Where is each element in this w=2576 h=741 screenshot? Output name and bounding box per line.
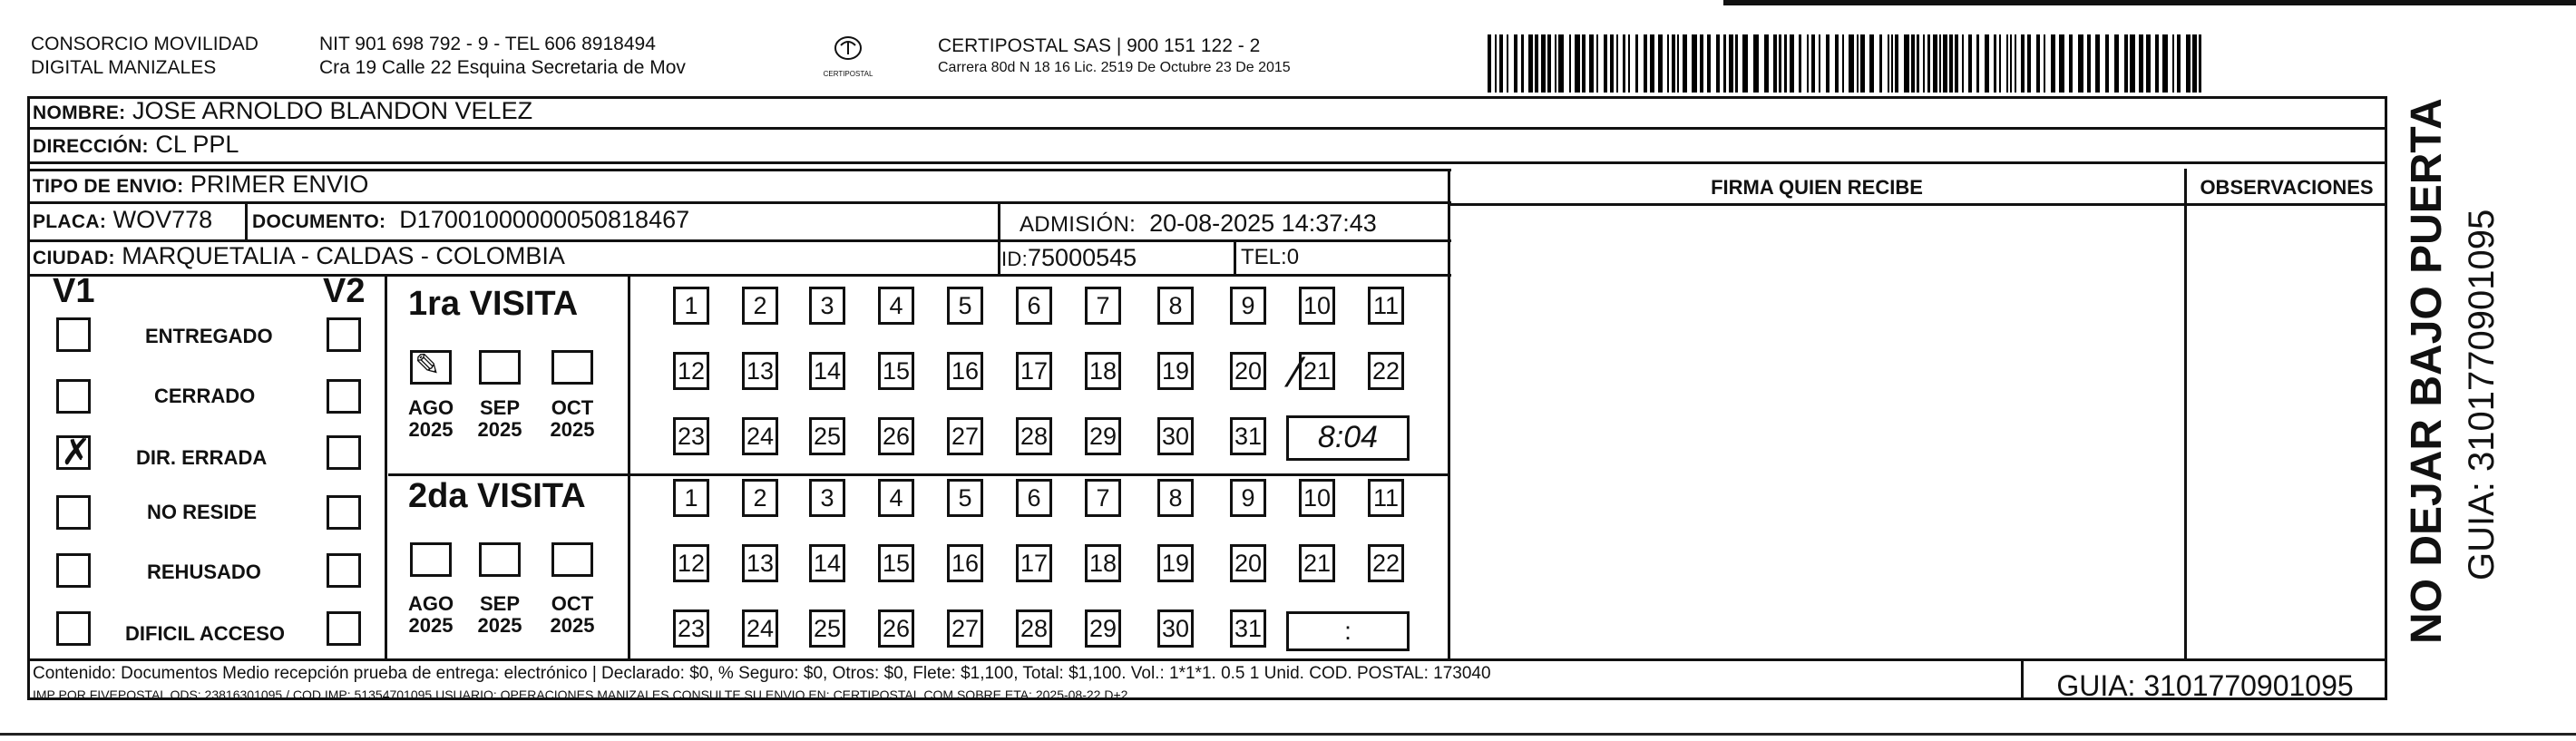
v2-dir-errada-checkbox[interactable] — [327, 435, 361, 470]
check-mark-icon: ✎ — [415, 347, 441, 384]
visit1-day-7[interactable]: 7 — [1085, 287, 1121, 325]
barcode-bar — [2059, 34, 2064, 93]
visit2-day-12[interactable]: 12 — [673, 544, 709, 582]
barcode-bar — [1495, 34, 1497, 93]
visit1-day-15[interactable]: 15 — [878, 352, 914, 390]
nombre-field: NOMBRE: JOSE ARNOLDO BLANDON VELEZ — [33, 97, 533, 124]
status-label-rehusado: REHUSADO — [147, 561, 261, 583]
barcode-bar — [1596, 34, 1598, 93]
barcode-bar — [1528, 34, 1533, 93]
visit2-label-sep: SEP 2025 — [477, 592, 522, 637]
barcode-bar — [2095, 34, 2100, 93]
visit1-day-5[interactable]: 5 — [947, 287, 983, 325]
footer-guia: GUIA: 3101770901095 — [2056, 669, 2354, 702]
visit2-day-29[interactable]: 29 — [1085, 609, 1121, 648]
barcode-bar — [2036, 34, 2040, 93]
barcode-bar — [2051, 34, 2055, 93]
visit2-day-5[interactable]: 5 — [947, 479, 983, 517]
visit2-month-ago[interactable] — [410, 542, 452, 577]
barcode-bar — [1773, 34, 1777, 93]
barcode-bar — [1667, 34, 1669, 93]
visit1-day-13[interactable]: 13 — [742, 352, 778, 390]
visit2-day-24[interactable]: 24 — [742, 609, 778, 648]
visit2-day-19[interactable]: 19 — [1157, 544, 1194, 582]
company-name: CONSORCIO MOVILIDAD DIGITAL MANIZALES — [31, 34, 259, 78]
barcode-bar — [2087, 34, 2091, 93]
v1-entregado-checkbox[interactable] — [56, 317, 91, 352]
visit1-day-18[interactable]: 18 — [1085, 352, 1121, 390]
v2-entregado-checkbox[interactable] — [327, 317, 361, 352]
visit1-label-sep: SEP 2025 — [477, 396, 522, 441]
barcode-bar — [1949, 34, 1953, 93]
v2-cerrado-checkbox[interactable] — [327, 379, 361, 414]
courier-info: CERTIPOSTAL SAS | 900 151 122 - 2 Carrera 80d N 18 16 Lic. 2519 De Octubre 23 De 2015 — [938, 35, 1291, 75]
placa-field: PLACA: WOV778 — [33, 206, 213, 233]
visit2-day-23[interactable]: 23 — [673, 609, 709, 648]
visit2-day-9[interactable]: 9 — [1230, 479, 1266, 517]
visit1-day-8[interactable]: 8 — [1157, 287, 1194, 325]
visit1-day-25[interactable]: 25 — [809, 417, 845, 455]
barcode-bar — [1943, 34, 1947, 93]
v2-no-reside-checkbox[interactable] — [327, 495, 361, 530]
barcode-bar — [1933, 34, 1937, 93]
visit1-day-9[interactable]: 9 — [1230, 287, 1266, 325]
barcode-bar — [1819, 34, 1820, 93]
status-label-cerrado: CERRADO — [154, 385, 256, 407]
visit2-day-15[interactable]: 15 — [878, 544, 914, 582]
barcode-bar — [2172, 34, 2174, 93]
barcode-bar — [1962, 34, 1964, 93]
visit2-day-31[interactable]: 31 — [1230, 609, 1266, 648]
visit2-day-28[interactable]: 28 — [1016, 609, 1052, 648]
visit1-day-14[interactable]: 14 — [809, 352, 845, 390]
barcode-bar — [2124, 34, 2128, 93]
visit2-day-2[interactable]: 2 — [742, 479, 778, 517]
barcode-bar — [1623, 34, 1625, 93]
visit1-month-oct[interactable] — [551, 350, 593, 385]
visit2-label-oct: OCT 2025 — [550, 592, 595, 637]
barcode-bar — [1911, 34, 1915, 93]
barcode-bar — [1985, 34, 1989, 93]
barcode-bar — [1895, 34, 1898, 93]
barcode-bar — [1700, 34, 1703, 93]
visit1-month-sep[interactable] — [479, 350, 521, 385]
barcode-bar — [1860, 34, 1865, 93]
v2-header: V2 — [323, 272, 366, 310]
barcode-bar — [2186, 34, 2191, 93]
footer-contenido: Contenido: Documentos Medio recepción prueba de entrega: electrónico | Declarado: $0, % Seguro: $0, Otros: $0, Flete: $1,100, Total: $1,100. Vol.: 1*1*1. 0.5 1 Unid. COD. POSTAL: 173040 — [33, 664, 1491, 683]
v1-dificil-acceso-checkbox[interactable] — [56, 611, 91, 646]
barcode-bar — [1707, 34, 1711, 93]
barcode-bar — [1939, 34, 1941, 93]
visit2-day-8[interactable]: 8 — [1157, 479, 1194, 517]
visit1-day-6[interactable]: 6 — [1016, 287, 1052, 325]
barcode-bar — [1729, 34, 1733, 93]
barcode-bar — [1753, 34, 1759, 93]
visit1-day-17[interactable]: 17 — [1016, 352, 1052, 390]
barcode-bar — [1807, 34, 1809, 93]
barcode-bar — [1604, 34, 1607, 93]
barcode-bar — [1644, 34, 1647, 93]
barcode-bar — [1488, 34, 1491, 93]
barcode-bar — [2010, 34, 2012, 93]
barcode-bar — [1616, 34, 1618, 93]
id-field: ID:75000545 — [1001, 244, 1137, 271]
ciudad-field: CIUDAD: MARQUETALIA - CALDAS - COLOMBIA — [33, 242, 565, 269]
barcode-bar — [1917, 34, 1919, 93]
barcode-bar — [1555, 34, 1556, 93]
barcode-bar — [1826, 34, 1830, 93]
barcode-bar — [1835, 34, 1839, 93]
status-label-dificil-acceso: DIFICIL ACCESO — [125, 622, 286, 645]
barcode-bar — [1716, 34, 1720, 93]
barcode-bar — [1558, 34, 1564, 93]
visit1-day-16[interactable]: 16 — [947, 352, 983, 390]
visit1-title: 1ra VISITA — [408, 285, 579, 323]
certipostal-logo-icon — [830, 34, 866, 65]
visit2-month-sep[interactable] — [479, 542, 521, 577]
barcode-bar — [1999, 34, 2001, 93]
direccion-field: DIRECCIÓN: CL PPL — [33, 131, 239, 158]
barcode-bar — [2015, 34, 2016, 93]
barcode-bar — [1923, 34, 1925, 93]
visit2-day-6[interactable]: 6 — [1016, 479, 1052, 517]
visit2-day-7[interactable]: 7 — [1085, 479, 1121, 517]
visit1-day-29[interactable]: 29 — [1085, 417, 1121, 455]
visit1-day-19[interactable]: 19 — [1157, 352, 1194, 390]
visit1-time-box[interactable]: 8:04 — [1286, 415, 1410, 461]
barcode-bar — [2155, 34, 2159, 93]
tipo-envio-field: TIPO DE ENVIO: PRIMER ENVIO — [33, 171, 369, 198]
visit1-day-2[interactable]: 2 — [742, 287, 778, 325]
barcode-bar — [1779, 34, 1781, 93]
admision-field: ADMISIÓN: 20-08-2025 14:37:43 — [1020, 210, 1377, 237]
day-strike-mark: ⁄ — [1292, 350, 1299, 396]
barcode-bar — [1535, 34, 1538, 93]
visit2-time-box[interactable]: : — [1286, 611, 1410, 651]
observaciones-label: OBSERVACIONES — [2200, 176, 2374, 199]
visit2-day-27[interactable]: 27 — [947, 609, 983, 648]
visit1-day-26[interactable]: 26 — [878, 417, 914, 455]
company-nit: NIT 901 698 792 - 9 - TEL 606 8918494 Cra 19 Calle 22 Esquina Secretaria de Mov — [319, 34, 686, 78]
v2-rehusado-checkbox[interactable] — [327, 553, 361, 588]
barcode-bar — [1849, 34, 1854, 93]
visit2-day-22[interactable]: 22 — [1368, 544, 1404, 582]
barcode-bar — [1904, 34, 1909, 93]
v2-dificil-acceso-checkbox[interactable] — [327, 611, 361, 646]
barcode-bar — [1628, 34, 1630, 93]
visit1-day-28[interactable]: 28 — [1016, 417, 1052, 455]
barcode-bar — [2027, 34, 2031, 93]
barcode-bar — [2199, 34, 2201, 93]
documento-field: DOCUMENTO: D17001000000050818467 — [252, 206, 690, 233]
visit2-title: 2da VISITA — [408, 477, 586, 515]
visit1-day-22[interactable]: 22 — [1368, 352, 1404, 390]
visit2-day-21[interactable]: 21 — [1299, 544, 1335, 582]
barcode-bar — [1499, 34, 1503, 93]
barcode-bar — [1650, 34, 1654, 93]
visit2-day-25[interactable]: 25 — [809, 609, 845, 648]
barcode-bar — [1976, 34, 1979, 93]
visit1-day-4[interactable]: 4 — [878, 287, 914, 325]
scan-edge-bottom — [0, 733, 2576, 736]
barcode-bar — [2044, 34, 2045, 93]
visit2-day-14[interactable]: 14 — [809, 544, 845, 582]
side-warning: NO DEJAR BAJO PUERTA — [2403, 98, 2451, 644]
barcode-bar — [1735, 34, 1738, 93]
barcode-bar — [2114, 34, 2119, 93]
barcode-bar — [1514, 34, 1517, 93]
barcode-bar — [1672, 34, 1675, 93]
visit1-day-31[interactable]: 31 — [1230, 417, 1266, 455]
visit1-day-12[interactable]: 12 — [673, 352, 709, 390]
barcode-bar — [2139, 34, 2143, 93]
barcode-bar — [2192, 34, 2197, 93]
barcode-bar — [2006, 34, 2008, 93]
status-label-dir-errada: DIR. ERRADA — [136, 446, 268, 469]
barcode-bar — [2069, 34, 2073, 93]
barcode-bar — [2078, 34, 2083, 93]
barcode-bar — [1589, 34, 1594, 93]
v1-dir-errada-checkbox[interactable] — [56, 432, 92, 473]
v1-rehusado-checkbox[interactable] — [56, 553, 91, 588]
visit2-day-30[interactable]: 30 — [1157, 609, 1194, 648]
barcode-bar — [1799, 34, 1801, 93]
barcode-bar — [2177, 34, 2181, 93]
barcode-bar — [1635, 34, 1638, 93]
barcode-bar — [1569, 34, 1571, 93]
barcode-bar — [1575, 34, 1580, 93]
barcode-bar — [2105, 34, 2109, 93]
visit2-month-oct[interactable] — [551, 542, 593, 577]
barcode-bar — [1683, 34, 1687, 93]
visit2-label-ago: AGO 2025 — [407, 592, 454, 637]
visit1-day-11[interactable]: 11 — [1368, 287, 1404, 325]
visit2-day-20[interactable]: 20 — [1230, 544, 1266, 582]
visit2-day-11[interactable]: 11 — [1368, 479, 1404, 517]
courier-logo: CERTIPOSTAL — [816, 34, 880, 79]
tel-field: TEL:0 — [1241, 245, 1300, 269]
footer-imp: IMP POR FIVEPOSTAL ODS: 23816301095 / COD.IMP: 51354701095 USUARIO: OPERACIONES MANIZALES CONSULTE SU ENVIO EN: CERTIPOSTAL.COM SOBRE ETA: 2025-08-22 D+2 — [33, 687, 1128, 702]
status-label-no-reside: NO RESIDE — [147, 501, 258, 523]
barcode-bar — [1891, 34, 1893, 93]
barcode-bar — [1994, 34, 1996, 93]
visit1-day-30[interactable]: 30 — [1157, 417, 1194, 455]
visit2-day-3[interactable]: 3 — [809, 479, 845, 517]
visit1-day-24[interactable]: 24 — [742, 417, 778, 455]
visit1-label-oct: OCT 2025 — [550, 396, 595, 441]
barcode — [1488, 0, 2213, 94]
barcode-bar — [1790, 34, 1794, 93]
barcode-bar — [1658, 34, 1663, 93]
visit1-day-21[interactable]: 21 — [1299, 352, 1335, 390]
visit2-day-18[interactable]: 18 — [1085, 544, 1121, 582]
visit1-day-27[interactable]: 27 — [947, 417, 983, 455]
barcode-bar — [1968, 34, 1972, 93]
visit1-day-20[interactable]: 20 — [1230, 352, 1266, 390]
visit2-day-17[interactable]: 17 — [1016, 544, 1052, 582]
visit2-day-4[interactable]: 4 — [878, 479, 914, 517]
barcode-bar — [2146, 34, 2151, 93]
barcode-bar — [1955, 34, 1958, 93]
visit2-day-13[interactable]: 13 — [742, 544, 778, 582]
v1-header: V1 — [53, 272, 95, 310]
barcode-bar — [1784, 34, 1787, 93]
barcode-bar — [1541, 34, 1546, 93]
barcode-bar — [1857, 34, 1859, 93]
visit1-day-10[interactable]: 10 — [1299, 287, 1335, 325]
status-label-entregado: ENTREGADO — [145, 325, 273, 347]
barcode-bar — [1742, 34, 1748, 93]
visit1-month-ago[interactable] — [410, 347, 452, 385]
barcode-bar — [1811, 34, 1815, 93]
v1-no-reside-checkbox[interactable] — [56, 495, 91, 530]
visit1-day-23[interactable]: 23 — [673, 417, 709, 455]
barcode-bar — [2021, 34, 2025, 93]
barcode-bar — [1888, 34, 1889, 93]
visit2-day-1[interactable]: 1 — [673, 479, 709, 517]
firma-label: FIRMA QUIEN RECIBE — [1711, 176, 1923, 199]
barcode-bar — [1842, 34, 1844, 93]
v1-cerrado-checkbox[interactable] — [56, 379, 91, 414]
visit1-day-1[interactable]: 1 — [673, 287, 709, 325]
barcode-bar — [1521, 34, 1524, 93]
barcode-bar — [2130, 34, 2135, 93]
barcode-bar — [1764, 34, 1769, 93]
visit1-day-3[interactable]: 3 — [809, 287, 845, 325]
visit1-label-ago: AGO 2025 — [407, 396, 454, 441]
barcode-bar — [1582, 34, 1586, 93]
barcode-bar — [1879, 34, 1882, 93]
barcode-bar — [1547, 34, 1551, 93]
barcode-bar — [2162, 34, 2168, 93]
barcode-bar — [1677, 34, 1679, 93]
barcode-bar — [1610, 34, 1614, 93]
barcode-bar — [1869, 34, 1874, 93]
visit2-day-16[interactable]: 16 — [947, 544, 983, 582]
visit2-day-10[interactable]: 10 — [1299, 479, 1335, 517]
visit2-day-26[interactable]: 26 — [878, 609, 914, 648]
check-mark-icon: ✗ — [61, 432, 92, 473]
barcode-bar — [1927, 34, 1930, 93]
barcode-bar — [1692, 34, 1697, 93]
side-guia: GUIA: 3101770901095 — [2462, 209, 2502, 580]
barcode-bar — [1723, 34, 1726, 93]
barcode-bar — [1507, 34, 1508, 93]
